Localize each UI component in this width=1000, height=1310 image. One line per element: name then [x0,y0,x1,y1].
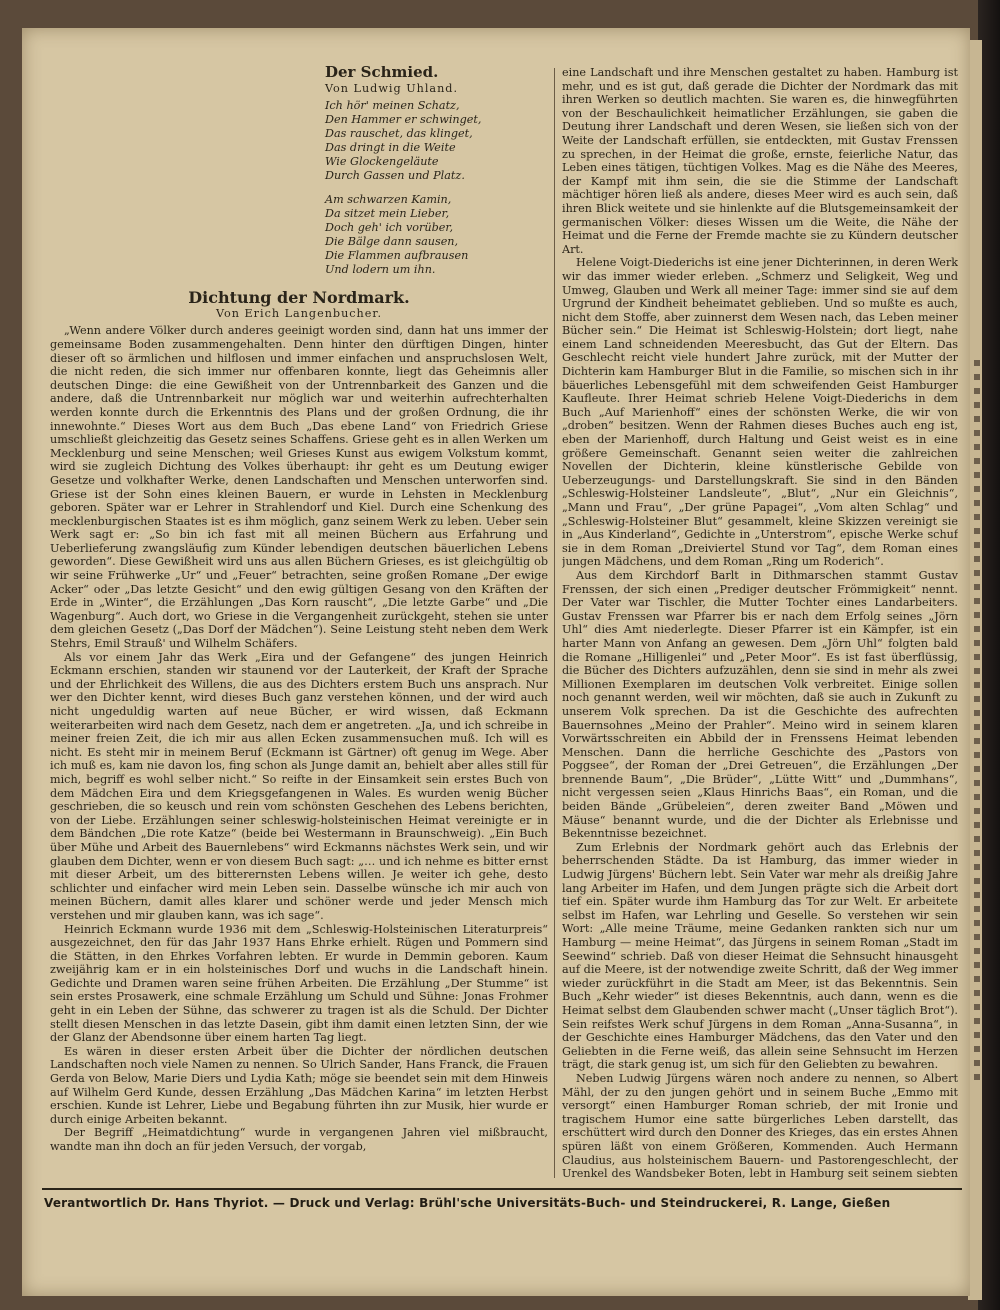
poem-line: Den Hammer er schwinget, [325,113,482,127]
right-column [562,66,958,1181]
article-title: Dichtung der Nordmark. [188,288,410,308]
poem-title: Der Schmied. [325,66,439,81]
article-paragraph: „Wenn andere Völker durch anderes geeinigt worden sind, dann hat uns immer der gemeinsame Boden zusammengehalten. Denn hinter den dürftigen Dingen, hinter dieser oft so ärmlichen und hilflosen und immer einfachen und anspruchslosen Welt, die nicht reden, die sich immer nur offenbaren konnte, liegt das Geheimnis aller deutschen Dinge: die eine Gewißheit von der Untrennbarkeit des Ganzen und die andere, daß die Untrennbarkeit nur möglich war und weiterhin aufrechterhalten werden konnte durch die Erkenntnis des Plans und der großen Ordnung, die ihr innewohnte.“ Dieses Wort aus dem Buch „Das ebene Land“ von Friedrich Griese umschließt gleichzeitig das Gesetz seines Schaffens. Griese geht es in allen Werken um Mecklenburg und seine Menschen; weil Grieses Kunst aus ewigem Volkstum kommt, wird sie zugleich Dichtung des Volkes überhaupt: ihr geht es um Deutung ewiger Gesetze und volkhafter Werke, denen Landschaften und Menschen unterworfen sind. Griese ist der Sohn eines kleinen Bauern, er wurde in Lehsten in Mecklenburg geboren. Später war er Lehrer in Strahlendorf und Kiel. Durch eine Schenkung des mecklenburgischen Staates ist es ihm möglich, ganz seinem Werk zu leben. Ueber sein Werk sagt er: „So bin ich fast mit all meinen Büchern aus Erfahrung und Ueberlieferung zwangsläufig zum Künder lebendigen deutschen bäuerlichen Lebens geworden“. Diese Gewißheit wird uns aus allen Büchern Grieses, es ist gleichgültig ob wir seine Frühwerke „Ur“ und „Feuer“ betrachten, seine großen Romane „Der ewige Acker“ oder „Das letzte Gesicht“ und den ewig gültigen Gesang von den Kräften der Erde in „Winter“, die Erzählungen „Das Korn rauscht“, „Die letzte Garbe“ und „Die Wagenburg“. Auch dort, wo Griese in die Vergangenheit zurückgeht, stehen sie unter dem gleichen Gesetz („Das Dorf der Mädchen“). Seine Leistung steht neben dem Werk Stehrs, Emil Strauß' und Wilhelm Schäfers. [50,324,548,651]
poem-line: Das rauschet, das klinget, [325,127,473,141]
poem-byline: Von Ludwig Uhland. [325,81,459,95]
poem-line: Und lodern um ihn. [325,263,436,277]
poem-line: Die Bälge dann sausen, [325,235,459,249]
poem [325,66,548,277]
article-paragraph: Neben Ludwig Jürgens wären noch andere zu nennen, so Albert Mähl, der zu den jungen gehört und in seinem Buche „Emmo mit versorgt“ einen Hamburger Roman schrieb, der mit Ironie und tragischem Humor eine satte bürgerliches Leben darstellt, das erschüttert wird durch den Donner des Krieges, das ein erstes Ahnen spüren läßt von einem Größeren, Kommenden. Auch Hermann Claudius, aus holsteinischem Bauern- und Pastorengeschlecht, der Urenkel des Wandsbeker Boten, lebt in Hamburg seit seinem siebten [562,1071,958,1181]
poem-line: Ich hör' meinen Schatz, [325,99,460,113]
article-header [50,288,548,320]
article-paragraph: Helene Voigt-Diederichs ist eine jener Dichterinnen, in deren Werk wir das immer wieder erleben. „Schmerz und Seligkeit, Weg und Umweg, Glauben und Werk all meiner Tage: immer sind sie auf dem Urgrund der Kindheit beheimatet geblieben. Und so mußte es auch, nicht dem Stoffe, aber zuinnerst dem Wesen nach, das Leben meiner Bücher sein.“ Die Heimat ist Schleswig-Holstein; dort liegt, nahe einem Land schneidenden Meeresbucht, das Gut der Eltern. Das Geschlecht reicht viele hundert Jahre zurück, mit der Mutter der Dichterin kam Hamburger Blut in die Familie, so mischen sich in ihr bäuerliches Lebensgefühl mit dem schweifenden Geist Hamburger Kaufleute. Ihrer Heimat schrieb Helene Voigt-Diederichs in dem Buch „Auf Marienhoff“ eines der schönsten Werke, die wir von „droben“ besitzen. Wenn der Rahmen dieses Buches auch eng ist, eben der Marienhoff, durch Haltung und Geist weist es in eine größere Gemeinschaft. Genannt seien weiter die zahlreichen Novellen der Dichterin, kleine künstlerische Gebilde von Ueberzeugungs- und Darstellungskraft. Sie sind in den Bänden „Schleswig-Holsteiner Landsleute“, „Blut“, „Nur ein Gleichnis“, „Mann und Frau“, „Der grüne Papagei“, „Vom alten Schlag“ und „Schleswig-Holsteiner Blut“ gesammelt, kleine Skizzen vereinigt sie in „Aus Kinderland“, Gedichte in „Unterstrom“, epische Werke schuf sie in dem Roman „Dreiviertel Stund vor Tag“, dem Roman eines jungen Mädchens, und dem Roman „Ring um Roderich“. [562,256,958,569]
newspaper-page [22,28,970,1296]
article-paragraph: Zum Erlebnis der Nordmark gehört auch das Erlebnis der beherrschenden Städte. Da ist Hamburg, das immer wieder in Ludwig Jürgens' Büchern lebt. Sein Vater war mehr als dreißig Jahre lang Arbeiter im Hafen, und dem Jungen prägte sich die Arbeit dort tief ein. Später wurde ihm Hamburg das Tor zur Welt. Er arbeitete selbst im Hafen, war Lehrling und Geselle. So verstehen wir sein Wort: „Alle meine Träume, meine Gedanken rankten sich nur um Hamburg — meine Heimat“, das Jürgens in seinem Roman „Stadt im Seewind“ schrieb. Daß von dieser Heimat die Sehnsucht hinausgeht auf die Meere, ist der notwendige zweite Schritt, daß der Weg immer wieder zurückführt in die Stadt am Meer, ist das Bekenntnis. Sein Buch „Kehr wieder“ ist dieses Bekenntnis, auch dann, wenn es die Heimat selbst dem Glaubenden schwer macht („Unser täglich Brot“). Sein reifstes Werk schuf Jürgens in dem Roman „Anna-Susanna“, in der Geschichte eines Hamburger Mädchens, das den Vater und den Geliebten in die Ferne weiß, das allein seine Sehnsucht im Herzen trägt, die stark genug ist, um sich für den Geliebten zu bewahren. [562,840,958,1072]
article-paragraph: Es wären in dieser ersten Arbeit über die Dichter der nördlichen deutschen Landschaften noch viele Namen zu nennen. So Ulrich Sander, Hans Franck, die Frauen Gerda von Below, Marie Diers und Lydia Kath; möge sie beendet sein mit dem Hinweis auf Wilhelm Gerd Kunde, dessen Erzählung „Das Mädchen Karina“ im letzten Herbst erschien. Kunde ist Lehrer, Liebe und Begabung führten ihn zur Musik, hier wurde er durch einige Arbeiten bekannt. [50,1044,548,1126]
poem-line: Durch Gassen und Platz. [325,169,465,183]
left-column [50,66,548,1181]
article-paragraph: Aus dem Kirchdorf Barlt in Dithmarschen stammt Gustav Frenssen, der sich einen „Prediger deutscher Frömmigkeit“ nennt. Der Vater war Tischler, die Mutter Tochter eines Landarbeiters. Gustav Frenssen war Pfarrer bis er nach dem Erfolg seines „Jörn Uhl“ dies Amt niederlegte. Dieser Pfarrer ist ein Kämpfer, ist ein harter Mann von Anfang an gewesen. Dem „Jörn Uhl“ folgten bald die Romane „Hilligenlei“ und „Peter Moor“. Es ist fast überflüssig, die Bücher des Dichters aufzuzählen, denn sie sind in mehr als zwei Millionen Exemplaren im deutschen Volk verbreitet. Einige sollen noch genannt werden, weil wir möchten, daß sie auch in Zukunft zu unserem Volk sprechen. Da ist die Geschichte des aufrechten Bauernsohnes „Meino der Prahler“. Meino wird in seinem klaren Vorwärtsschreiten ein Abbild der in Frenssens Heimat lebenden Menschen. Dann die herrliche Geschichte des „Pastors von Poggsee“, der Roman der „Drei Getreuen“, die Erzählungen „Der brennende Baum“, „Die Brüder“, „Lütte Witt“ und „Dummhans“, nicht vergessen seien „Klaus Hinrichs Baas“, ein Roman, und die beiden Bände „Grübeleien“, deren zweiter Band „Möwen und Mäuse“ benannt wurde, und die der Dichter als Erlebnisse und Bekenntnisse bezeichnet. [562,568,958,841]
next-page-text-edge [974,360,980,1080]
poem-stanza-1 [325,99,548,183]
imprint-footer: Verantwortlich Dr. Hans Thyriot. — Druck und Verlag: Brühl'sche Universitäts-Buch- und Steindruckerei, R. Lange, Gießen [44,1196,891,1210]
article-paragraph: Als vor einem Jahr das Werk „Eira und der Gefangene“ des jungen Heinrich Eckmann erschien, standen wir staunend vor der Lauterkeit, der Kraft der Sprache und der Ehrlichkeit des Willens, die aus des Dichters erstem Buch uns ansprach. Nur wer den Dichter kennt, wird dieses Buch ganz verstehen können, und der wird auch nicht ungeduldig warten auf neue Bücher, er wird wissen, daß Eckmann weiterarbeiten wird nach dem Gesetz, nach dem er angetreten. „Ja, und ich schreibe in meiner freien Zeit, die ich mir aus allen Ecken zusammensuchen muß. Ich will es nicht. Es steht mir in meinem Beruf (Eckmann ist Gärtner) oft genug im Wege. Aber ich muß es, kam nie davon los, fing schon als Junge damit an, behielt aber alles still für mich, begriff es wohl selber nicht.“ So reifte in der Einsamkeit sein erstes Buch von dem Mädchen Eira und dem Kriegsgefangenen in Wales. Es wurden wenig Bücher geschrieben, die so keusch und rein vom schönsten Geschehen des Lebens berichten, von der Liebe. Erzählungen seiner schleswig-holsteinischen Heimat vereinigte er in dem Bändchen „Die rote Katze“ (beide bei Westermann in Braunschweig). „Ein Buch über Mühe und Arbeit des Bauernlebens“ wird Eckmanns nächstes Werk sein, und wir glauben dem Dichter, wenn er von diesem Buch sagt: „… und ich nehme es bitter ernst mit dieser Arbeit, um des bitterernsten Lebens willen. Je weiter ich gehe, desto schlichter und einfacher wird mein Leben sein. Dasselbe wünsche ich mir auch von meinen Büchern, damit alles klarer und schöner werde und jeder Mensch mich verstehen und mir glauben kann, was ich sage“. [50,650,548,922]
column-divider [554,68,555,1178]
footer-rule [42,1188,962,1190]
article-paragraph: eine Landschaft und ihre Menschen gestaltet zu haben. Hamburg ist mehr, und es ist gut, daß gerade die Dichter der Nordmark das mit ihren Werken so deutlich machten. Sie waren es, die hinwegführten von der Beschaulichkeit heimatlicher Erzählungen, sie gaben die Deutung ihrer Landschaft und deren Wesen, sie ließen sich von der Weite der Landschaft erfüllen, sie entdeckten, mit Gustav Frenssen zu sprechen, in der Heimat die große, ernste, feierliche Natur, das Leben eines tätigen, tüchtigen Volkes. Mag es die Nähe des Meeres, der Kampf mit ihm sein, die sie die Stimme der Landschaft mächtiger hören ließ als andere, dieses Meer wird es auch sein, daß ihren Blick weitete und sie hinlenkte auf die Blutsgemeinsamkeit der germanischen Völker: dieses Wissen um die Weite, die Nähe der Heimat und die Ferne der Fremde machte sie zu Kündern deutscher Art. [562,66,958,256]
poem-line: Da sitzet mein Lieber, [325,207,450,221]
poem-line: Am schwarzen Kamin, [325,193,452,207]
article-byline: Von Erich Langenbucher. [215,306,383,320]
article-paragraph: Heinrich Eckmann wurde 1936 mit dem „Schleswig-Holsteinischen Literaturpreis“ ausgezeichnet, den für das Jahr 1937 Hans Ehrke erhielt. Rügen und Pommern sind die Stätten, in den Ehrkes Vorfahren lebten. Er wurde in Demmin geboren. Kaum zweijährig kam er in ein holsteinisches Dorf und wuchs in die Landschaft hinein. Gedichte und Dramen waren seine frühen Arbeiten. Die Erzählung „Der Stumme“ ist sein erstes Prosawerk, eine schmale Erzählung um Schuld und Sühne: Jonas Frohmer geht in ein Leben der Sühne, das schwerer zu tragen ist als die Schuld. Der Dichter stellt diesen Menschen in das letzte Dasein, gibt ihm damit einen letzten Sinn, der wie der Glanz der Abendsonne über einem harten Tag liegt. [50,922,548,1045]
poem-line: Doch geh' ich vorüber, [325,221,454,235]
poem-stanza-2 [325,193,548,277]
poem-line: Das dringt in die Weite [325,141,456,155]
article-paragraph: Der Begriff „Heimatdichtung“ wurde in vergangenen Jahren viel mißbraucht, wandte man ihn doch an für jeden Versuch, der vorgab, [50,1126,548,1153]
poem-line: Wie Glockengeläute [325,155,439,169]
poem-line: Die Flammen aufbrausen [325,249,469,263]
